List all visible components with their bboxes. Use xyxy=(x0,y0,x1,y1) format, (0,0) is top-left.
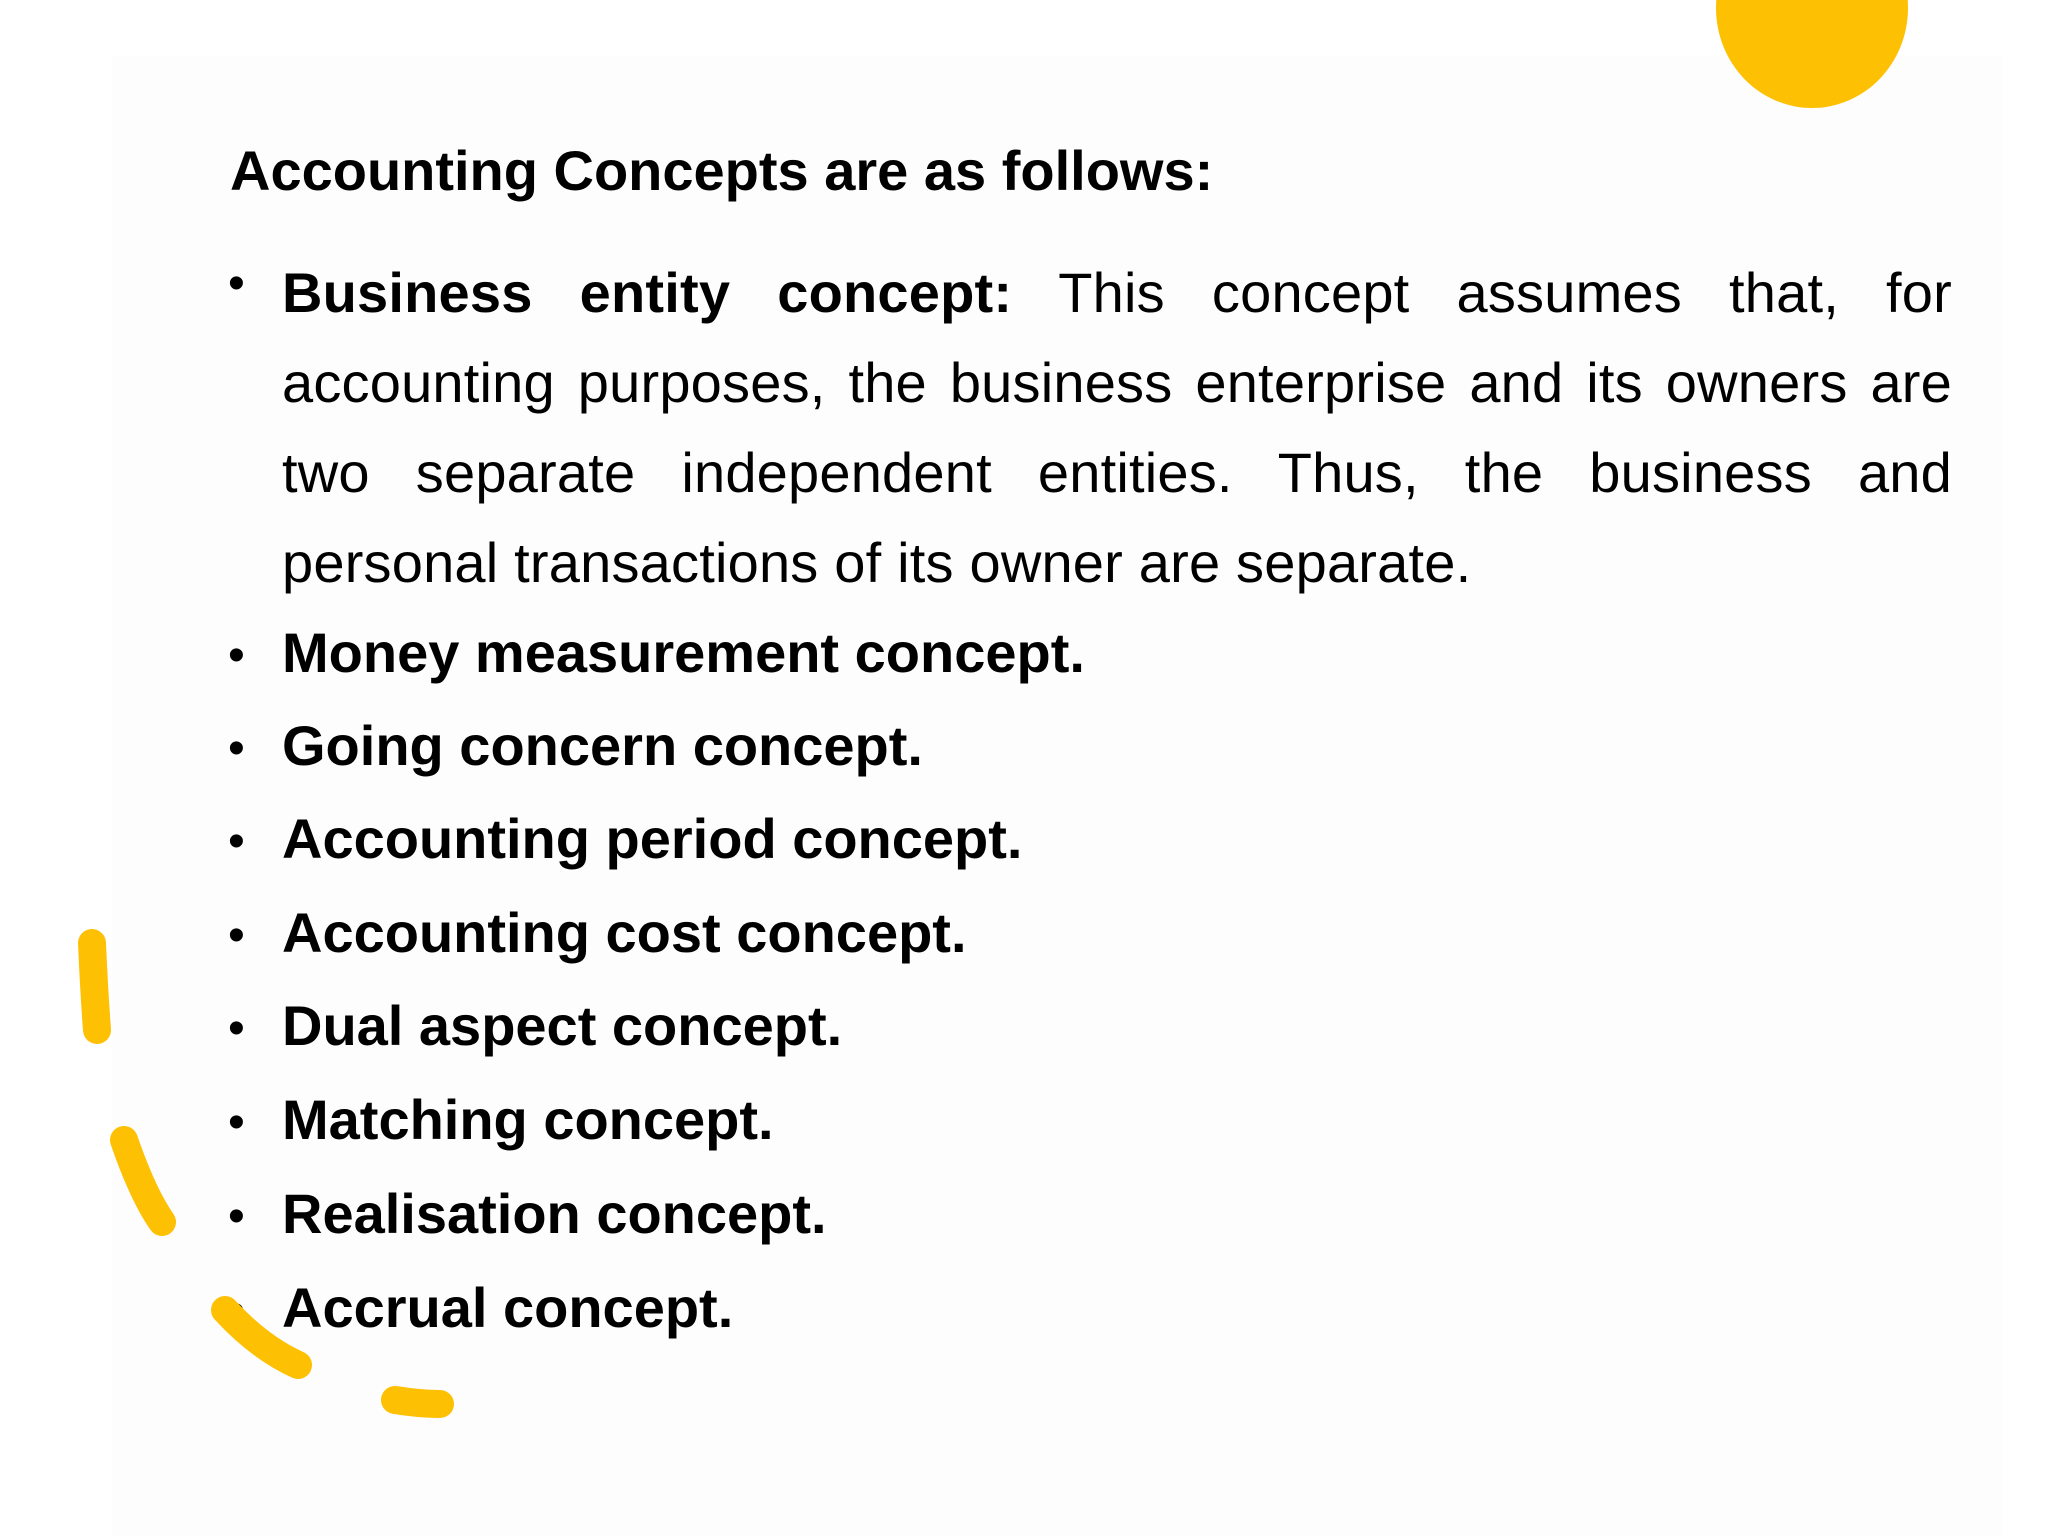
business-entity-paragraph xyxy=(282,248,1952,608)
bullet-icon: • xyxy=(228,629,245,682)
bullet-icon: • xyxy=(228,1190,245,1243)
bullet-icon: • xyxy=(228,1096,245,1149)
bullet-icon: • xyxy=(228,722,245,775)
concept-item-accounting-period: Accounting period concept. xyxy=(282,807,1023,870)
concept-item-dual-aspect: Dual aspect concept. xyxy=(282,994,843,1057)
bullet-icon: • xyxy=(228,257,245,310)
bullet-icon: • xyxy=(228,815,245,868)
concept-item-going-concern: Going concern concept. xyxy=(282,714,923,777)
business-entity-term: Business entity concept: xyxy=(282,261,1013,324)
bullet-icon: • xyxy=(228,1284,245,1337)
concept-item-accounting-cost: Accounting cost concept. xyxy=(282,901,967,964)
concept-item-money-measurement: Money measurement concept. xyxy=(282,621,1085,684)
concept-item-accrual: Accrual concept. xyxy=(282,1276,734,1339)
slide-heading: Accounting Concepts are as follows: xyxy=(230,139,1214,202)
bullet-icon: • xyxy=(228,909,245,962)
concept-item-matching: Matching concept. xyxy=(282,1088,774,1151)
business-entity-description: This concept assumes that, for accounting purposes, the business enterprise and its owners are two separate independent entities. Thus, the business and personal transactions of its owner are separate. xyxy=(282,261,1952,594)
bullet-icon: • xyxy=(228,1002,245,1055)
dash-segment xyxy=(92,943,97,1030)
concept-item-realisation: Realisation concept. xyxy=(282,1182,827,1245)
